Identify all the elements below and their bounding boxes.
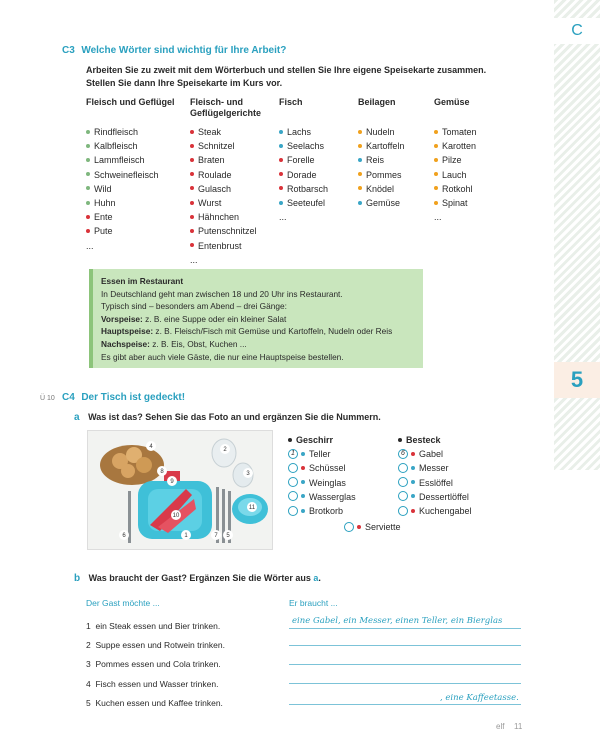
bullet-icon (434, 158, 438, 162)
number-answer-field[interactable] (398, 477, 408, 487)
list-item: Seelachs (279, 139, 359, 153)
list-item: Wurst (190, 196, 280, 210)
bullet-icon (190, 229, 194, 233)
task-b-text: Was braucht der Gast? Ergänzen Sie die Wörter aus a. (88, 573, 321, 583)
c3-code: C3 (62, 45, 75, 56)
list-item: 2 Suppe essen und Rotwein trinken. (86, 640, 225, 651)
answer-line[interactable] (289, 704, 521, 705)
list-item: Braten (190, 153, 280, 167)
photo-number: 3 (246, 471, 250, 477)
column-head: Gemüse (434, 97, 470, 107)
chapter-tab: C (554, 18, 600, 44)
bullet-icon (86, 215, 90, 219)
list-item: Lachs (279, 125, 359, 139)
bullet-icon (86, 144, 90, 148)
bullet-icon (86, 201, 90, 205)
list-item: Karotten (434, 139, 514, 153)
bullet-icon (358, 201, 362, 205)
task-a-text: Was ist das? Sehen Sie das Foto an und ergänzen Sie die Nummern. (88, 412, 381, 422)
list-item: Forelle (279, 153, 359, 167)
bullet-icon (301, 480, 305, 484)
column-list (190, 125, 280, 267)
answer-line[interactable] (289, 683, 521, 684)
bullet-icon (86, 186, 90, 190)
bullet-icon (86, 130, 90, 134)
bullet-icon (190, 186, 194, 190)
bullet-icon (190, 201, 194, 205)
bullet-icon (279, 130, 283, 134)
besteck-item: Esslöffel (398, 476, 508, 490)
bullet-icon (358, 144, 362, 148)
geschirr-item: Brotkorb (288, 504, 388, 518)
task-a (74, 412, 381, 423)
besteck-item: Dessertlöffel (398, 490, 508, 504)
bullet-icon (279, 201, 283, 205)
list-item: Knödel (358, 182, 434, 196)
photo-number: 8 (160, 469, 164, 475)
info-box-restaurant (89, 269, 423, 368)
guest-wishes-list (86, 617, 225, 713)
number-answer-field[interactable] (344, 522, 354, 532)
photo-number: 10 (172, 513, 180, 519)
list-item: Pute (86, 224, 186, 238)
column-head: Fleisch- und Geflügelgerichte (190, 97, 262, 118)
answer-line[interactable] (289, 645, 521, 646)
list-item: Seeteufel (279, 196, 359, 210)
bullet-icon (301, 452, 305, 456)
geschirr-item: Wasserglas (288, 490, 388, 504)
bullet-icon (190, 130, 194, 134)
number-answer-field[interactable] (288, 463, 298, 473)
list-item: Rotbarsch (279, 182, 359, 196)
list-item: Nudeln (358, 125, 434, 139)
info-line: Typisch sind – besonders am Abend – drei Gänge: (101, 301, 287, 312)
list-item: 1 ein Steak essen und Bier trinken. (86, 621, 221, 631)
list-item: Wild (86, 182, 186, 196)
info-line: In Deutschland geht man zwischen 18 und 20 Uhr ins Restaurant. (101, 288, 343, 299)
bullet-icon (86, 229, 90, 233)
photo-number: 4 (149, 444, 153, 450)
bullet-icon (301, 494, 305, 498)
list-item: Steak (190, 125, 280, 139)
list-item: Gemüse (358, 196, 434, 210)
bullet-icon (279, 144, 283, 148)
task-b-letter: b (74, 573, 81, 584)
list-item: Lammfleisch (86, 153, 186, 167)
number-answer-field[interactable] (288, 491, 298, 501)
bullet-icon (358, 130, 362, 134)
bullet-icon (434, 144, 438, 148)
lesson-number-tab: 5 (554, 362, 600, 398)
photo-number: 7 (214, 533, 218, 539)
c3-heading (62, 45, 286, 56)
photo-number: 1 (184, 533, 188, 539)
photo-number: 6 (122, 533, 126, 539)
photo-number: 5 (226, 533, 230, 539)
list-item: Pommes (358, 168, 434, 182)
bullet-icon (288, 438, 292, 442)
info-line-hauptspeise: Hauptspeise: z. B. Fleisch/Fisch mit Gemüse und Kartoffeln, Nudeln oder Reis (101, 326, 393, 337)
list-item: 4 Fisch essen und Wasser trinken. (86, 678, 219, 689)
list-item: ... (190, 254, 198, 265)
list-item: Reis (358, 153, 434, 167)
bullet-icon (358, 158, 362, 162)
list-item: Entenbrust (190, 239, 280, 253)
list-item: ... (279, 212, 287, 223)
bullet-icon (279, 158, 283, 162)
besteck-item: Kuchengabel (398, 504, 508, 518)
bullet-icon (86, 172, 90, 176)
info-line: Es gibt aber auch viele Gäste, die nur eine Hauptspeise bestellen. (101, 351, 344, 362)
besteck-item: Messer (398, 461, 508, 475)
bullet-icon (190, 243, 194, 247)
answer-text: eine Gabel, ein Messer, einen Teller, ein Bierglas (292, 616, 503, 626)
geschirr-list (288, 433, 388, 518)
list-item: ... (434, 212, 442, 223)
column-beilagen (358, 97, 434, 210)
bullet-icon (279, 172, 283, 176)
list-item: Putenschnitzel (190, 224, 280, 238)
number-answer-field[interactable] (398, 463, 408, 473)
task-b (74, 573, 321, 584)
c4-heading (62, 392, 185, 403)
bullet-icon (411, 466, 415, 470)
geschirr-head: Geschirr (288, 433, 388, 447)
bullet-icon (190, 215, 194, 219)
column-gerichte (190, 97, 280, 267)
photo-number: 2 (223, 447, 227, 453)
column-head: Fleisch und Geflügel (86, 97, 175, 107)
page-number: 11 (514, 722, 523, 731)
list-item: Dorade (279, 168, 359, 182)
number-answer-field[interactable] (398, 506, 408, 516)
geschirr-item: Weinglas (288, 476, 388, 490)
margin-stripe (554, 0, 600, 470)
c3-instruction (86, 64, 486, 90)
bullet-icon (434, 201, 438, 205)
footer-word: elf (496, 722, 505, 731)
bullet-icon (411, 480, 415, 484)
bullet-icon (357, 525, 361, 529)
info-line-vorspeise: Vorspeise: z. B. eine Suppe oder ein kleiner Salat (101, 313, 287, 324)
uebung-ref: Ü 10 (40, 395, 55, 402)
besteck-head: Besteck (398, 433, 508, 447)
list-item: Spinat (434, 196, 514, 210)
bullet-icon (398, 438, 402, 442)
number-answer-field[interactable]: 1 (288, 449, 298, 459)
right-column-head: Er braucht ... (289, 598, 338, 608)
photo-number: 9 (170, 479, 174, 485)
list-item: 5 Kuchen essen und Kaffee trinken. (86, 697, 223, 708)
number-answer-field[interactable] (288, 506, 298, 516)
list-item: Schnitzel (190, 139, 280, 153)
bullet-icon (190, 172, 194, 176)
bullet-icon (190, 144, 194, 148)
left-column-head: Der Gast möchte ... (86, 598, 160, 608)
list-item: Rotkohl (434, 182, 514, 196)
c3-instruction-line2: Stellen Sie dann Ihre Speisekarte im Kurs vor. (86, 78, 283, 88)
list-item: 3 Pommes essen und Cola trinken. (86, 659, 221, 670)
list-item: Huhn (86, 196, 186, 210)
list-item: Kartoffeln (358, 139, 434, 153)
list-item: Kalbfleisch (86, 139, 186, 153)
column-fleisch (86, 97, 186, 253)
list-item: Rindfleisch (86, 125, 186, 139)
column-list (86, 125, 186, 253)
column-list (358, 125, 434, 210)
c4-title: Der Tisch ist gedeckt! (81, 392, 186, 403)
bullet-icon (301, 466, 305, 470)
column-fisch (279, 97, 359, 224)
serviette-item: Serviette (344, 520, 401, 534)
list-item: Roulade (190, 168, 280, 182)
column-gemuese (434, 97, 514, 224)
bullet-icon (358, 186, 362, 190)
list-item: Tomaten (434, 125, 514, 139)
bullet-icon (301, 509, 305, 513)
besteck-item: 6 Gabel (398, 447, 508, 461)
c3-title: Welche Wörter sind wichtig für Ihre Arbeit? (81, 45, 287, 56)
bullet-icon (411, 494, 415, 498)
answer-line[interactable] (289, 664, 521, 665)
number-answer-field[interactable]: 6 (398, 449, 408, 459)
info-line-nachspeise: Nachspeise: z. B. Eis, Obst, Kuchen ... (101, 338, 247, 349)
bullet-icon (434, 186, 438, 190)
number-answer-field[interactable] (288, 477, 298, 487)
column-head: Fisch (279, 97, 303, 107)
c3-instruction-line1: Arbeiten Sie zu zweit mit dem Wörterbuch und stellen Sie Ihre eigene Speisekarte zusammen. (86, 65, 487, 75)
bullet-icon (358, 172, 362, 176)
bullet-icon (411, 452, 415, 456)
photo-number: 11 (248, 505, 256, 511)
table-setting-photo (87, 430, 273, 550)
number-answer-field[interactable] (398, 491, 408, 501)
c4-code: C4 (62, 392, 75, 403)
list-item: ... (86, 240, 94, 251)
bullet-icon (86, 158, 90, 162)
geschirr-item: Schüssel (288, 461, 388, 475)
list-item: Hähnchen (190, 210, 280, 224)
column-list (434, 125, 514, 224)
info-box-title: Essen im Restaurant (101, 276, 184, 286)
list-item: Schweinefleisch (86, 168, 186, 182)
bullet-icon (279, 186, 283, 190)
list-item: Ente (86, 210, 186, 224)
bullet-icon (434, 172, 438, 176)
list-item: Gulasch (190, 182, 280, 196)
besteck-list (398, 433, 508, 518)
bullet-icon (411, 509, 415, 513)
list-item: Lauch (434, 168, 514, 182)
answer-text: , eine Kaffeetasse. (440, 693, 519, 703)
bullet-icon (190, 158, 194, 162)
column-list (279, 125, 359, 224)
bullet-icon (434, 130, 438, 134)
list-item: Pilze (434, 153, 514, 167)
geschirr-item: 1 Teller (288, 447, 388, 461)
answer-line[interactable] (289, 628, 521, 629)
column-head: Beilagen (358, 97, 396, 107)
task-a-letter: a (74, 412, 80, 423)
table-setting-illustration (88, 431, 273, 550)
